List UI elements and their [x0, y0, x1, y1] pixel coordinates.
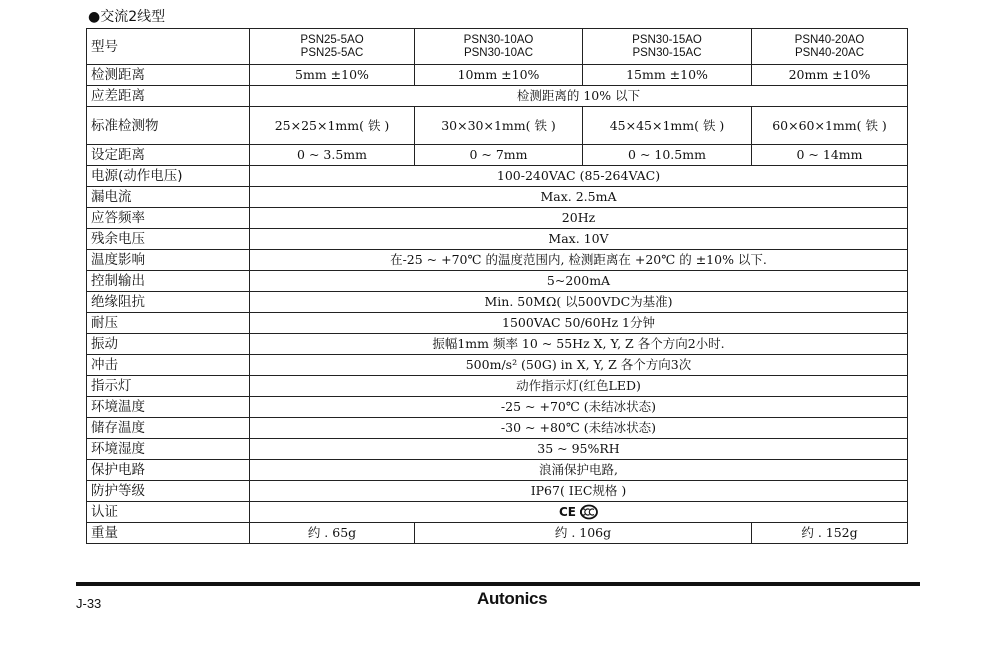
value-cell: Max. 2.5mA — [250, 187, 908, 208]
table-row — [87, 313, 908, 334]
value-cell: 0 ~ 3.5mm — [250, 145, 415, 166]
value-cell: 浪涌保护电路, — [250, 460, 908, 481]
value-cell: 在-25 ~ +70℃ 的温度范围内, 检测距离在 +20℃ 的 ±10% 以下. — [250, 250, 908, 271]
row-label: 耐压 — [87, 313, 250, 334]
model-cell: PSN30-15AO PSN30-15AC — [583, 29, 752, 65]
value-cell: 20Hz — [250, 208, 908, 229]
table-row — [87, 292, 908, 313]
value-cell: 35 ~ 95%RH — [250, 439, 908, 460]
value-cell: -25 ~ +70℃ (未结冰状态) — [250, 397, 908, 418]
value-cell: 5~200mA — [250, 271, 908, 292]
value-cell: 25×25×1mm( 铁 ) — [250, 107, 415, 145]
table-row — [87, 271, 908, 292]
row-label: 应差距离 — [87, 86, 250, 107]
row-label: 保护电路 — [87, 460, 250, 481]
value-cell: 10mm ±10% — [415, 65, 583, 86]
section-title: ●交流2线型 — [88, 9, 166, 25]
table-row — [87, 250, 908, 271]
value-cell: 约 . 106g — [415, 523, 752, 544]
ce-mark-icon: CE — [559, 505, 577, 519]
table-row — [87, 397, 908, 418]
certification-cell — [250, 502, 908, 523]
value-cell: 20mm ±10% — [752, 65, 908, 86]
table-row — [87, 481, 908, 502]
value-cell: 检测距离的 10% 以下 — [250, 86, 908, 107]
brand-logo: Autonics — [477, 589, 548, 608]
value-cell: 0 ~ 7mm — [415, 145, 583, 166]
row-label: 残余电压 — [87, 229, 250, 250]
value-cell: Max. 10V — [250, 229, 908, 250]
row-label: 重量 — [87, 523, 250, 544]
footer-rule — [76, 582, 920, 586]
table-row — [87, 145, 908, 166]
row-label: 型号 — [87, 29, 250, 65]
row-label: 标准检测物 — [87, 107, 250, 145]
row-label: 防护等级 — [87, 481, 250, 502]
row-label: 环境温度 — [87, 397, 250, 418]
spec-table — [86, 28, 908, 544]
row-label: 认证 — [87, 502, 250, 523]
table-row — [87, 439, 908, 460]
row-label: 冲击 — [87, 355, 250, 376]
value-cell: 振幅1mm 频率 10 ~ 55Hz X, Y, Z 各个方向2小时. — [250, 334, 908, 355]
value-cell: 0 ~ 10.5mm — [583, 145, 752, 166]
row-label: 环境湿度 — [87, 439, 250, 460]
row-label: 控制输出 — [87, 271, 250, 292]
table-row — [87, 355, 908, 376]
value-cell: 1500VAC 50/60Hz 1分钟 — [250, 313, 908, 334]
row-label: 温度影响 — [87, 250, 250, 271]
value-cell: 0 ~ 14mm — [752, 145, 908, 166]
model-cell: PSN40-20AO PSN40-20AC — [752, 29, 908, 65]
table-row — [87, 166, 908, 187]
table-row — [87, 523, 908, 544]
page-number: J-33 — [76, 596, 102, 611]
value-cell: 约 . 152g — [752, 523, 908, 544]
table-row — [87, 65, 908, 86]
value-cell: Min. 50MΩ( 以500VDC为基准) — [250, 292, 908, 313]
table-row — [87, 460, 908, 481]
value-cell: 500m/s² (50G) in X, Y, Z 各个方向3次 — [250, 355, 908, 376]
row-label: 指示灯 — [87, 376, 250, 397]
table-row — [87, 418, 908, 439]
model-cell: PSN25-5AO PSN25-5AC — [250, 29, 415, 65]
table-row — [87, 86, 908, 107]
row-label: 应答频率 — [87, 208, 250, 229]
value-cell: 100-240VAC (85-264VAC) — [250, 166, 908, 187]
value-cell: IP67( IEC规格 ) — [250, 481, 908, 502]
row-label: 漏电流 — [87, 187, 250, 208]
row-label: 绝缘阻抗 — [87, 292, 250, 313]
value-cell: 60×60×1mm( 铁 ) — [752, 107, 908, 145]
table-row — [87, 29, 908, 65]
table-row — [87, 334, 908, 355]
value-cell: 45×45×1mm( 铁 ) — [583, 107, 752, 145]
value-cell: -30 ~ +80℃ (未结冰状态) — [250, 418, 908, 439]
row-label: 振动 — [87, 334, 250, 355]
ccc-mark-icon — [580, 504, 598, 520]
value-cell: 30×30×1mm( 铁 ) — [415, 107, 583, 145]
table-row — [87, 107, 908, 145]
value-cell: 5mm ±10% — [250, 65, 415, 86]
row-label: 电源(动作电压) — [87, 166, 250, 187]
table-row — [87, 376, 908, 397]
model-cell: PSN30-10AO PSN30-10AC — [415, 29, 583, 65]
table-row — [87, 229, 908, 250]
row-label: 检测距离 — [87, 65, 250, 86]
value-cell: 动作指示灯(红色LED) — [250, 376, 908, 397]
value-cell: 约 . 65g — [250, 523, 415, 544]
row-label: 储存温度 — [87, 418, 250, 439]
table-row — [87, 208, 908, 229]
table-row — [87, 187, 908, 208]
value-cell: 15mm ±10% — [583, 65, 752, 86]
table-row — [87, 502, 908, 523]
row-label: 设定距离 — [87, 145, 250, 166]
